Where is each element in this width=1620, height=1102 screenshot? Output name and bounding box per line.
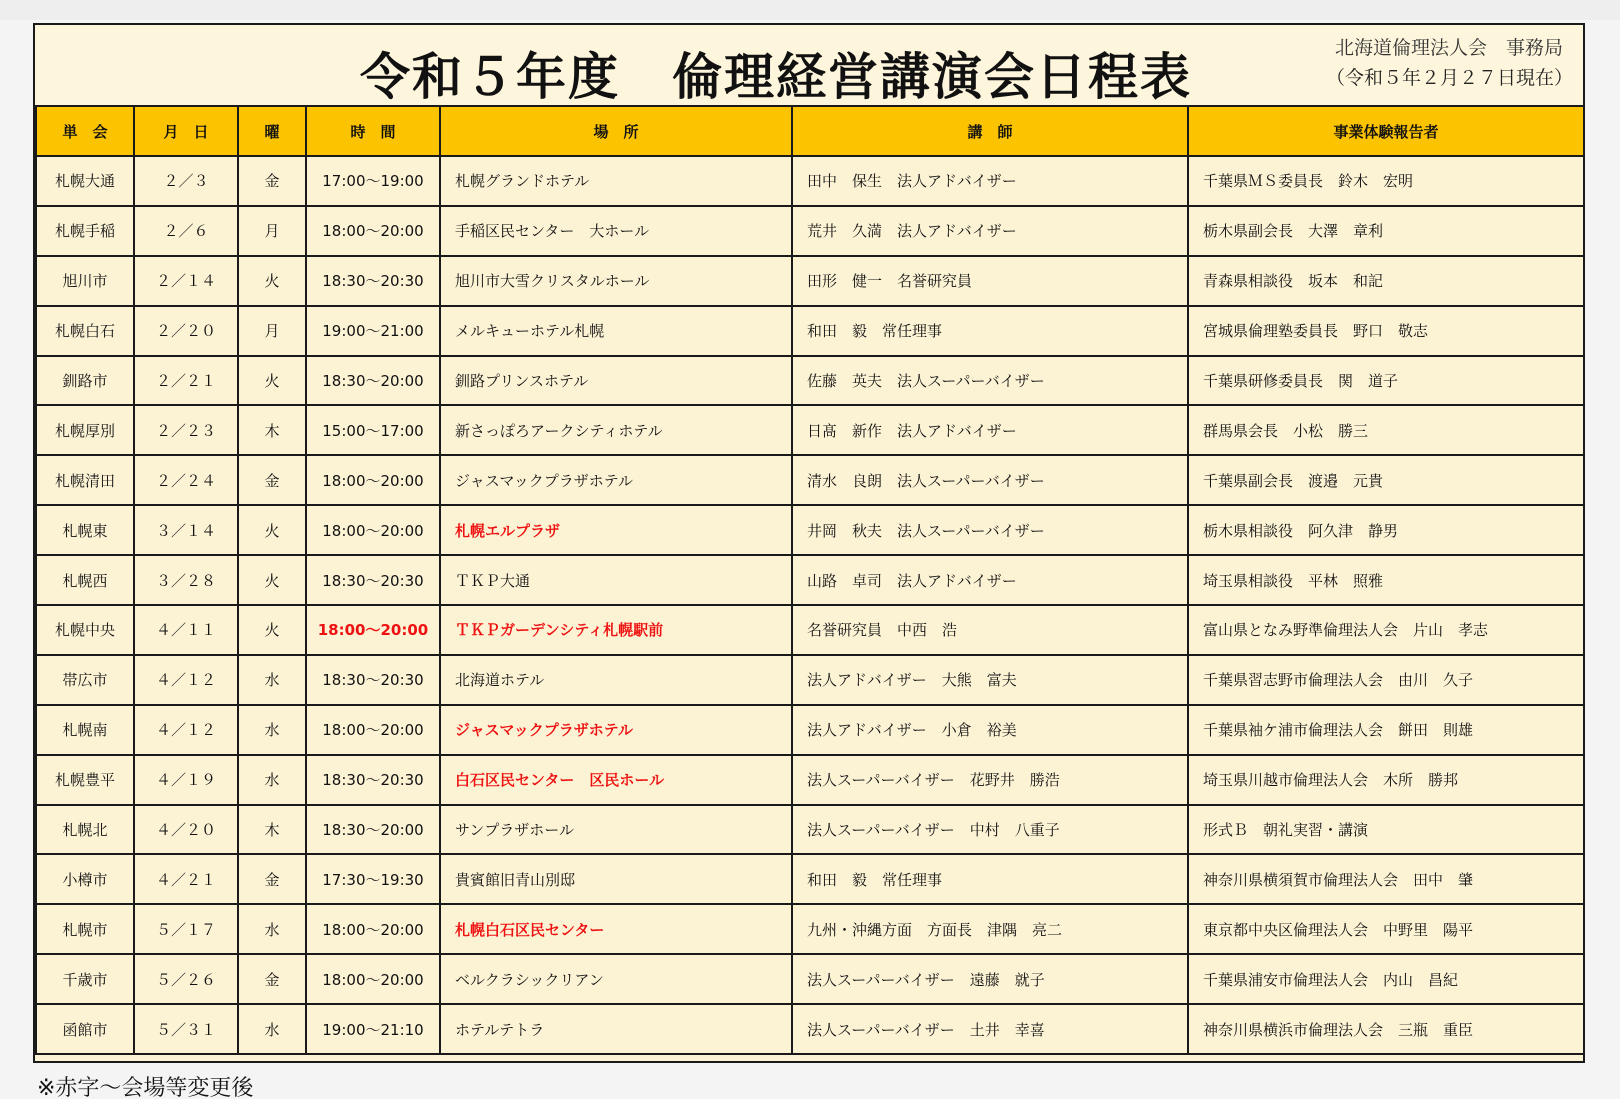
cell-time: 18:00～20:00 xyxy=(306,904,440,954)
cell-unit: 札幌市 xyxy=(36,904,134,954)
cell-venue: 白石区民センター 区民ホール xyxy=(440,755,792,805)
table-row xyxy=(36,605,1584,655)
cell-day: 金 xyxy=(238,954,306,1004)
cell-speaker: 法人スーパーバイザー 花野井 勝浩 xyxy=(792,755,1188,805)
table-row xyxy=(36,805,1584,855)
cell-speaker: 荒井 久満 法人アドバイザー xyxy=(792,206,1188,256)
cell-date: ５／３１ xyxy=(134,1004,238,1054)
cell-day: 木 xyxy=(238,405,306,455)
cell-speaker: 和田 毅 常任理事 xyxy=(792,306,1188,356)
cell-date: ４／１９ xyxy=(134,755,238,805)
cell-venue: ＴＫＰ大通 xyxy=(440,555,792,605)
col-header-speaker: 講 師 xyxy=(792,106,1188,156)
cell-venue: 北海道ホテル xyxy=(440,655,792,705)
cell-speaker: 井岡 秋夫 法人スーパーバイザー xyxy=(792,505,1188,555)
table-row xyxy=(36,854,1584,904)
table-row xyxy=(36,655,1584,705)
table-row xyxy=(36,1004,1584,1054)
col-header-date: 月 日 xyxy=(134,106,238,156)
cell-unit: 札幌清田 xyxy=(36,455,134,505)
cell-unit: 札幌厚別 xyxy=(36,405,134,455)
cell-time: 18:30～20:00 xyxy=(306,356,440,406)
cell-date: ２／１４ xyxy=(134,256,238,306)
title-bar xyxy=(35,25,1583,107)
cell-day: 水 xyxy=(238,655,306,705)
cell-venue: 手稲区民センター 大ホール xyxy=(440,206,792,256)
cell-date: ５／１７ xyxy=(134,904,238,954)
cell-reporter: 富山県となみ野準倫理法人会 片山 孝志 xyxy=(1188,605,1584,655)
cell-unit: 帯広市 xyxy=(36,655,134,705)
cell-date: ４／１２ xyxy=(134,655,238,705)
cell-venue: ジャスマックプラザホテル xyxy=(440,455,792,505)
cell-unit: 旭川市 xyxy=(36,256,134,306)
cell-reporter: 東京都中央区倫理法人会 中野里 陽平 xyxy=(1188,904,1584,954)
cell-unit: 千歳市 xyxy=(36,954,134,1004)
cell-day: 火 xyxy=(238,505,306,555)
cell-reporter: 青森県相談役 坂本 和記 xyxy=(1188,256,1584,306)
cell-venue: 旭川市大雪クリスタルホール xyxy=(440,256,792,306)
cell-reporter: 栃木県副会長 大澤 章利 xyxy=(1188,206,1584,256)
table-body xyxy=(36,156,1584,1054)
cell-reporter: 埼玉県川越市倫理法人会 木所 勝邦 xyxy=(1188,755,1584,805)
cell-unit: 札幌西 xyxy=(36,555,134,605)
cell-unit: 釧路市 xyxy=(36,356,134,406)
cell-speaker: 法人スーパーバイザー 中村 八重子 xyxy=(792,805,1188,855)
cell-date: ２／２３ xyxy=(134,405,238,455)
cell-unit: 札幌白石 xyxy=(36,306,134,356)
cell-venue: 貴賓館旧青山別邸 xyxy=(440,854,792,904)
cell-date: ４／１２ xyxy=(134,705,238,755)
cell-unit: 札幌豊平 xyxy=(36,755,134,805)
cell-time: 18:30～20:30 xyxy=(306,555,440,605)
cell-unit: 札幌手稲 xyxy=(36,206,134,256)
table-row xyxy=(36,306,1584,356)
cell-day: 水 xyxy=(238,904,306,954)
cell-unit: 札幌東 xyxy=(36,505,134,555)
cell-unit: 小樽市 xyxy=(36,854,134,904)
cell-reporter: 千葉県浦安市倫理法人会 内山 昌紀 xyxy=(1188,954,1584,1004)
cell-speaker: 佐藤 英夫 法人スーパーバイザー xyxy=(792,356,1188,406)
cell-date: ２／２４ xyxy=(134,455,238,505)
cell-day: 金 xyxy=(238,156,306,206)
cell-venue: ホテルテトラ xyxy=(440,1004,792,1054)
cell-unit: 札幌南 xyxy=(36,705,134,755)
page-top-margin xyxy=(0,0,1620,20)
cell-day: 水 xyxy=(238,705,306,755)
col-header-day: 曜 xyxy=(238,106,306,156)
cell-time: 18:30～20:30 xyxy=(306,655,440,705)
page-title: 令和５年度 倫理経営講演会日程表 xyxy=(360,48,1192,106)
cell-reporter: 形式Ｂ 朝礼実習・講演 xyxy=(1188,805,1584,855)
cell-speaker: 九州・沖縄方面 方面長 津隅 亮二 xyxy=(792,904,1188,954)
cell-time: 15:00～17:00 xyxy=(306,405,440,455)
table-row xyxy=(36,555,1584,605)
cell-reporter: 埼玉県相談役 平林 照雅 xyxy=(1188,555,1584,605)
cell-day: 火 xyxy=(238,555,306,605)
cell-time: 18:00～20:00 xyxy=(306,206,440,256)
cell-date: ２／３ xyxy=(134,156,238,206)
cell-time: 18:00～20:00 xyxy=(306,705,440,755)
cell-time: 19:00～21:10 xyxy=(306,1004,440,1054)
cell-speaker: 山路 卓司 法人アドバイザー xyxy=(792,555,1188,605)
cell-speaker: 和田 毅 常任理事 xyxy=(792,854,1188,904)
schedule-frame xyxy=(33,23,1585,1063)
cell-day: 火 xyxy=(238,256,306,306)
cell-date: ４／２１ xyxy=(134,854,238,904)
cell-reporter: 千葉県研修委員長 関 道子 xyxy=(1188,356,1584,406)
cell-speaker: 法人スーパーバイザー 遠藤 就子 xyxy=(792,954,1188,1004)
cell-unit: 札幌北 xyxy=(36,805,134,855)
table-row xyxy=(36,356,1584,406)
cell-reporter: 栃木県相談役 阿久津 静男 xyxy=(1188,505,1584,555)
cell-date: ５／２６ xyxy=(134,954,238,1004)
cell-reporter: 千葉県習志野市倫理法人会 由川 久子 xyxy=(1188,655,1584,705)
cell-speaker: 法人アドバイザー 大熊 富夫 xyxy=(792,655,1188,705)
cell-reporter: 宮城県倫理塾委員長 野口 敬志 xyxy=(1188,306,1584,356)
cell-reporter: 千葉県ＭＳ委員長 鈴木 宏明 xyxy=(1188,156,1584,206)
cell-day: 月 xyxy=(238,206,306,256)
cell-speaker: 日髙 新作 法人アドバイザー xyxy=(792,405,1188,455)
footnote: ※赤字～会場等変更後 xyxy=(37,1076,254,1101)
cell-venue: ベルクラシックリアン xyxy=(440,954,792,1004)
table-row xyxy=(36,156,1584,206)
cell-time: 18:00～20:00 xyxy=(306,954,440,1004)
cell-venue: ＴＫＰガーデンシティ札幌駅前 xyxy=(440,605,792,655)
cell-day: 火 xyxy=(238,356,306,406)
table-row xyxy=(36,954,1584,1004)
cell-time: 18:00～20:00 xyxy=(306,605,440,655)
table-row xyxy=(36,505,1584,555)
cell-reporter: 千葉県袖ケ浦市倫理法人会 餅田 則雄 xyxy=(1188,705,1584,755)
cell-day: 金 xyxy=(238,455,306,505)
cell-date: ３／１４ xyxy=(134,505,238,555)
cell-speaker: 田中 保生 法人アドバイザー xyxy=(792,156,1188,206)
cell-day: 月 xyxy=(238,306,306,356)
cell-date: ３／２８ xyxy=(134,555,238,605)
table-row xyxy=(36,405,1584,455)
cell-time: 18:30～20:30 xyxy=(306,256,440,306)
table-row xyxy=(36,206,1584,256)
cell-time: 18:00～20:00 xyxy=(306,455,440,505)
cell-speaker: 田形 健一 名誉研究員 xyxy=(792,256,1188,306)
table-row xyxy=(36,256,1584,306)
cell-venue: 札幌グランドホテル xyxy=(440,156,792,206)
organization-label: 北海道倫理法人会 事務局 xyxy=(1334,37,1563,59)
cell-speaker: 名誉研究員 中西 浩 xyxy=(792,605,1188,655)
cell-date: ２／６ xyxy=(134,206,238,256)
col-header-time: 時 間 xyxy=(306,106,440,156)
table-row xyxy=(36,904,1584,954)
cell-date: ２／２０ xyxy=(134,306,238,356)
cell-time: 18:30～20:30 xyxy=(306,755,440,805)
cell-day: 木 xyxy=(238,805,306,855)
table-row xyxy=(36,705,1584,755)
cell-date: ４／２０ xyxy=(134,805,238,855)
col-header-venue: 場 所 xyxy=(440,106,792,156)
cell-time: 17:00～19:00 xyxy=(306,156,440,206)
cell-time: 19:00～21:00 xyxy=(306,306,440,356)
cell-speaker: 清水 良朗 法人スーパーバイザー xyxy=(792,455,1188,505)
cell-reporter: 群馬県会長 小松 勝三 xyxy=(1188,405,1584,455)
cell-time: 18:00～20:00 xyxy=(306,505,440,555)
schedule-table xyxy=(35,105,1585,1055)
cell-venue: 釧路プリンスホテル xyxy=(440,356,792,406)
cell-day: 金 xyxy=(238,854,306,904)
cell-day: 火 xyxy=(238,605,306,655)
cell-unit: 函館市 xyxy=(36,1004,134,1054)
cell-reporter: 神奈川県横浜市倫理法人会 三瓶 重臣 xyxy=(1188,1004,1584,1054)
cell-day: 水 xyxy=(238,755,306,805)
as-of-date: （令和５年２月２７日現在） xyxy=(1325,67,1573,89)
cell-venue: メルキューホテル札幌 xyxy=(440,306,792,356)
table-row xyxy=(36,755,1584,805)
cell-date: ２／２１ xyxy=(134,356,238,406)
cell-venue: 札幌エルプラザ xyxy=(440,505,792,555)
table-row xyxy=(36,455,1584,505)
cell-reporter: 千葉県副会長 渡邉 元貴 xyxy=(1188,455,1584,505)
cell-venue: サンプラザホール xyxy=(440,805,792,855)
cell-time: 18:30～20:00 xyxy=(306,805,440,855)
col-header-reporter: 事業体験報告者 xyxy=(1188,106,1584,156)
col-header-unit: 単 会 xyxy=(36,106,134,156)
cell-time: 17:30～19:30 xyxy=(306,854,440,904)
cell-speaker: 法人アドバイザー 小倉 裕美 xyxy=(792,705,1188,755)
cell-unit: 札幌大通 xyxy=(36,156,134,206)
cell-venue: ジャスマックプラザホテル xyxy=(440,705,792,755)
cell-venue: 札幌白石区民センター xyxy=(440,904,792,954)
cell-day: 水 xyxy=(238,1004,306,1054)
table-header-row xyxy=(36,106,1584,156)
cell-date: ４／１１ xyxy=(134,605,238,655)
cell-venue: 新さっぽろアークシティホテル xyxy=(440,405,792,455)
cell-reporter: 神奈川県横須賀市倫理法人会 田中 肇 xyxy=(1188,854,1584,904)
cell-unit: 札幌中央 xyxy=(36,605,134,655)
cell-speaker: 法人スーパーバイザー 土井 幸喜 xyxy=(792,1004,1188,1054)
